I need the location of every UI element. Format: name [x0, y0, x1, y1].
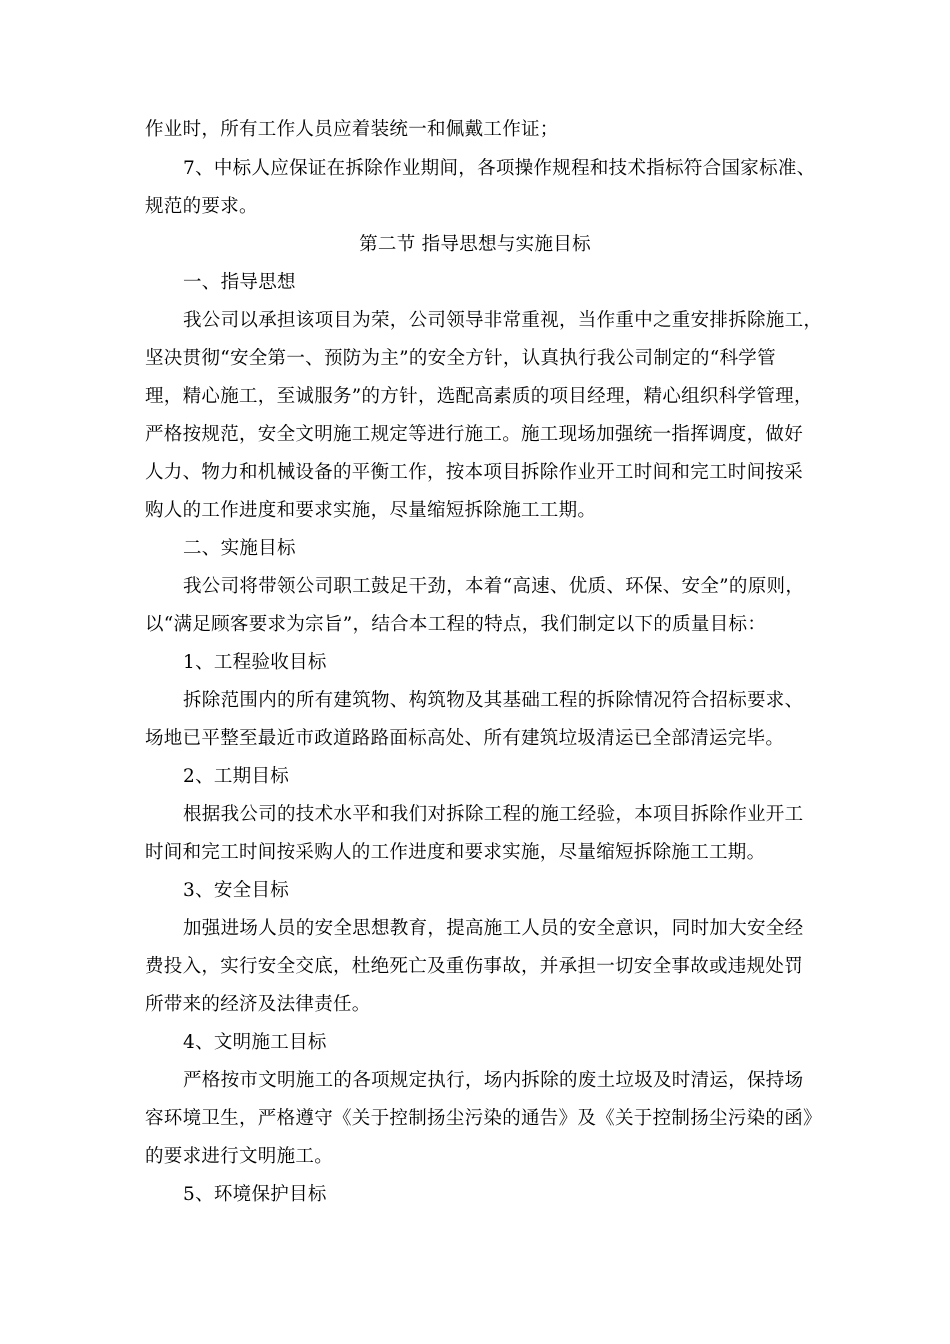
paragraph-line: 加强进场人员的安全思想教育，提高施工人员的安全意识，同时加大安全经 — [183, 918, 804, 939]
paragraph-line: 我公司以承担该项目为荣，公司领导非常重视，当作重中之重安排拆除施工， — [183, 310, 823, 331]
list-item-7: 7、中标人应保证在拆除作业期间，各项操作规程和技术指标符合国家标准、 — [183, 158, 816, 179]
paragraph-line: 拆除范围内的所有建筑物、构筑物及其基础工程的拆除情况符合招标要求、 — [183, 690, 804, 711]
section-heading: 第二节 指导思想与实施目标 — [359, 234, 591, 255]
paragraph-line: 严格按规范，安全文明施工规定等进行施工。施工现场加强统一指挥调度，做好 — [145, 424, 804, 445]
paragraph-line: 人力、物力和机械设备的平衡工作，按本项目拆除作业开工时间和完工时间按采 — [145, 462, 804, 483]
body-text-line: 规范的要求。 — [145, 196, 258, 217]
paragraph-line: 的要求进行文明施工。 — [145, 1146, 334, 1167]
goal-heading-schedule: 2、工期目标 — [183, 766, 290, 787]
paragraph-line: 时间和完工时间按采购人的工作进度和要求实施，尽量缩短拆除施工工期。 — [145, 842, 766, 863]
paragraph-line: 购人的工作进度和要求实施，尽量缩短拆除施工工期。 — [145, 500, 597, 521]
goal-heading-civilized-construction: 4、文明施工目标 — [183, 1032, 327, 1053]
paragraph-line: 费投入，实行安全交底，杜绝死亡及重伤事故，并承担一切安全事故或违规处罚 — [145, 956, 804, 977]
paragraph-line: 根据我公司的技术水平和我们对拆除工程的施工经验，本项目拆除作业开工 — [183, 804, 804, 825]
paragraph-line: 严格按市文明施工的各项规定执行，场内拆除的废土垃圾及时清运，保持场 — [183, 1070, 804, 1091]
goal-heading-safety: 3、安全目标 — [183, 880, 290, 901]
paragraph-line: 以“满足顾客要求为宗旨”，结合本工程的特点，我们制定以下的质量目标： — [145, 614, 767, 635]
paragraph-line: 所带来的经济及法律责任。 — [145, 994, 371, 1015]
paragraph-line: 容环境卫生，严格遵守《关于控制扬尘污染的通告》及《关于控制扬尘污染的函》 — [145, 1108, 822, 1129]
paragraph-line: 坚决贯彻“安全第一、预防为主”的安全方针，认真执行我公司制定的“科学管 — [145, 348, 776, 369]
paragraph-line: 理，精心施工，至诚服务”的方针，选配高素质的项目经理，精心组织科学管理， — [145, 386, 813, 407]
paragraph-line: 我公司将带领公司职工鼓足干劲，本着“高速、优质、环保、安全”的原则， — [183, 576, 805, 597]
paragraph-line: 场地已平整至最近市政道路路面标高处、所有建筑垃圾清运已全部清运完毕。 — [145, 728, 785, 749]
subsection-heading-implementation-goals: 二、实施目标 — [183, 538, 296, 559]
subsection-heading-guiding-ideology: 一、指导思想 — [183, 272, 296, 293]
goal-heading-environmental: 5、环境保护目标 — [183, 1184, 327, 1205]
goal-heading-acceptance: 1、工程验收目标 — [183, 652, 327, 673]
body-text-line: 作业时，所有工作人员应着装统一和佩戴工作证； — [145, 119, 559, 140]
